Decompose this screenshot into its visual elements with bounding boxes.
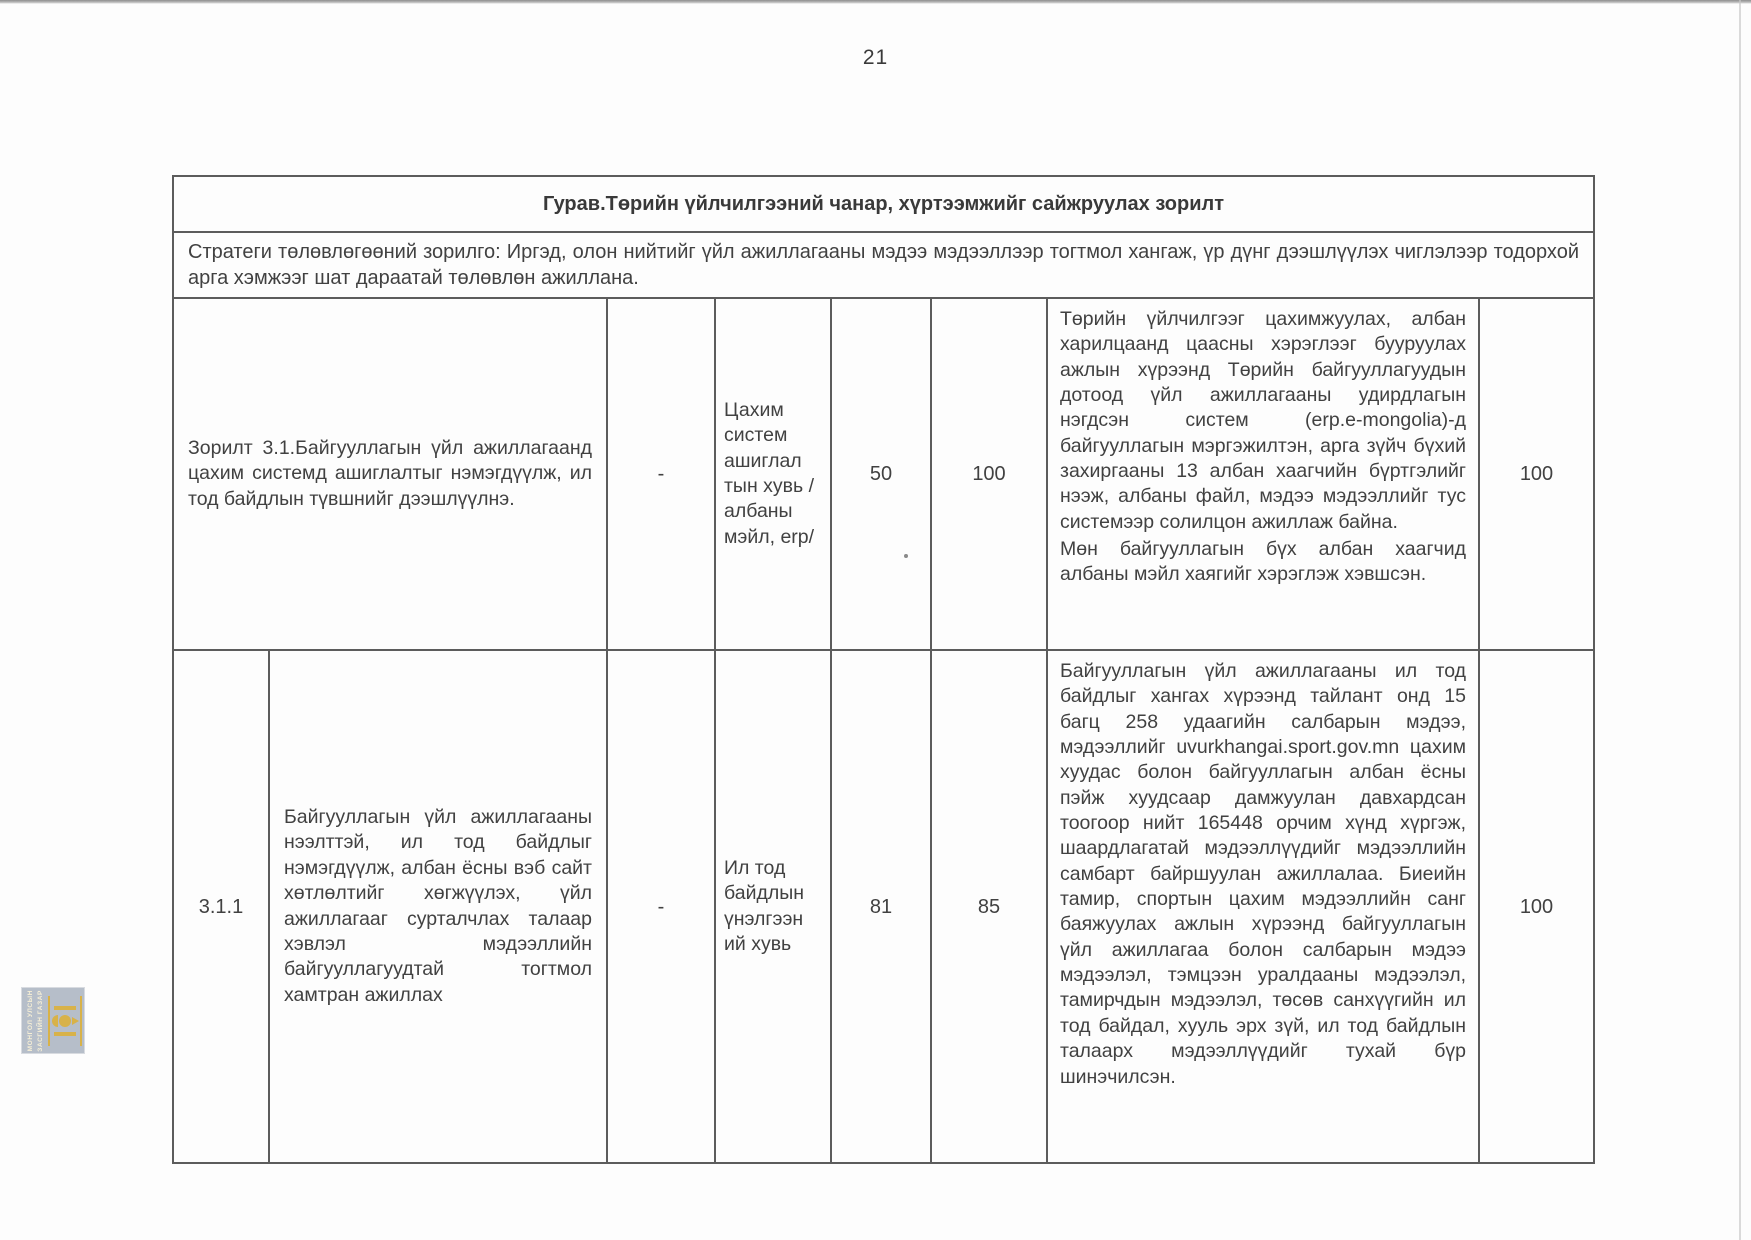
- table-row: [173, 298, 1594, 650]
- result-paragraph: Төрийн үйлчилгээг цахимжуулах, албан харилцаанд цаасны хэрэглээг бууруулах ажлын хүрээнд Төрийн байгууллагуудын дотоод үйл ажиллагааны удирдлагын нэгдсэн систем (erp.e-mongolia)-д байгууллагын мэргэжилтэн, арга зүйч бүхий захиргааны 13 албан хаагчийн бүртгэлийг нээж, албаны файл, мэдээ мэдээллийг тус системээр солилцон ажиллаж байна.: [1060, 308, 1466, 533]
- objective-3-1-text: Зорилт 3.1.Байгууллагын үйл ажиллагаанд цахим системд ашиглалтыг нэмэгдүүлж, ил тод байдлын түвшнийг дээшлүүлнэ.: [173, 298, 607, 650]
- baseline-value: -: [607, 298, 715, 650]
- result-paragraph: Мөн байгууллагын бүх албан хаагчид албаны мэйл хаягийг хэрэглэж хэвшсэн.: [1060, 538, 1466, 586]
- strategy-text: Стратеги төлөвлөгөөний зорилго: Иргэд, олон нийтийг үйл ажиллагааны мэдээ мэдээллээр тогтмол хангаж, үр дүнг дээшлүүлэх чиглэлээр тодорхой арга хэмжээг шат дараатай төлөвлөн ажиллана.: [173, 232, 1594, 298]
- government-stamp: [22, 988, 84, 1053]
- table-title-row: [173, 176, 1594, 232]
- baseline-value: -: [607, 650, 715, 1163]
- start-value: 50: [831, 298, 931, 650]
- scan-edge-right: [1739, 0, 1741, 1240]
- table-row: [173, 650, 1594, 1163]
- scan-edge-top: [0, 0, 1751, 4]
- indicator-text: Цахим систем ашиглал тын хувь /албаны мэйл, erp/: [715, 298, 831, 650]
- item-code: 3.1.1: [173, 650, 269, 1163]
- result-text: [1047, 298, 1479, 650]
- stamp-line-1: МОНГОЛ УЛСЫН: [27, 989, 34, 1052]
- table-title: Гурав.Төрийн үйлчилгээний чанар, хүртээмжийг сайжруулах зорилт: [173, 176, 1594, 232]
- score-value: 100: [1479, 298, 1594, 650]
- soyombo-emblem-icon: [46, 988, 84, 1053]
- indicator-text: Ил тод байдлын үнэлгээн ий хувь: [715, 650, 831, 1163]
- target-value: 85: [931, 650, 1047, 1163]
- target-value: 100: [931, 298, 1047, 650]
- start-value: 81: [831, 650, 931, 1163]
- score-value: 100: [1479, 650, 1594, 1163]
- report-table: [172, 175, 1595, 1164]
- page-number: 21: [862, 46, 889, 69]
- strategy-row: [173, 232, 1594, 298]
- stamp-text: [22, 988, 46, 1053]
- result-text: [1047, 650, 1479, 1163]
- result-paragraph: Байгууллагын үйл ажиллагааны ил тод байдлыг хангах хүрээнд тайлант онд 15 багц 258 удаагийн салбарын мэдээ, мэдээллийг uvurkhangai.sport.gov.mn цахим хуудас болон байгууллагын албан ёсны пэйж хуудсаар дамжуулан давхардсан тоогоор нийт 165448 орчим хүнд хүргэж, шаардлагатай мэдээллүүдийг мэдээллийн самбарт байршуулан ажиллалаа. Биеийн тамир, спортын цахим мэдээллийн санг баяжуулах ажлын хүрээнд байгууллагын үйл ажиллагаа болон салбарын мэдээ мэдээлэл, тэмцээн уралдааны мэдээлэл, тамирчдын мэдээлэл, төсөв санхүүгийн ил тод байдал, хууль эрх зүй, ил тод байдлын талаарх мэдээллүүдийг тухай бүр шинэчилсэн.: [1060, 660, 1466, 1088]
- stamp-line-2: ЗАСГИЙН ГАЗАР: [37, 989, 45, 1052]
- objective-3-1-1-text: Байгууллагын үйл ажиллагааны нээлттэй, ил тод байдлыг нэмэгдүүлж, албан ёсны вэб сайт хөтлөлтийг хөгжүүлэх, үйл ажиллагааг сурталчлах талаар хэвлэл мэдээллийн байгууллагуудтай тогтмол хамтран ажиллах: [269, 650, 607, 1163]
